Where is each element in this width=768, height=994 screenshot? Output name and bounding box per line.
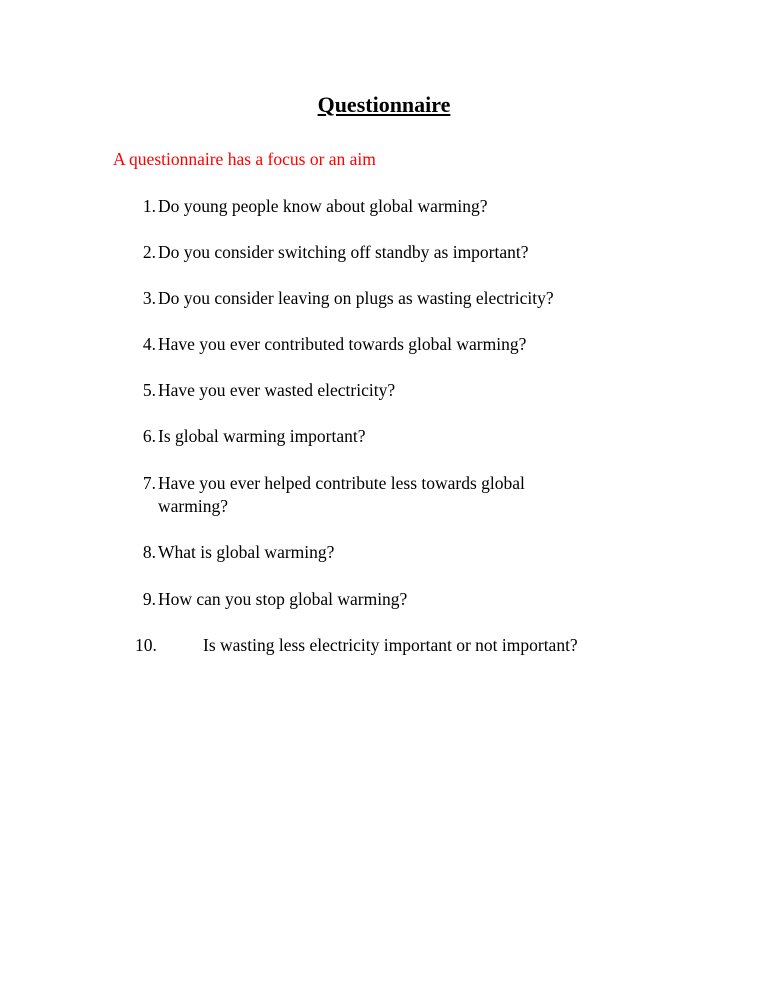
- question-number: 7.: [142, 473, 156, 493]
- question-number: 9.: [142, 589, 156, 609]
- question-text: Have you ever wasted electricity?: [158, 380, 396, 400]
- page-title: Questionnaire: [317, 92, 451, 117]
- question-number: 10.: [135, 635, 157, 655]
- question-item: [130, 634, 670, 657]
- question-text: Have you ever contributed towards global warming?: [158, 334, 527, 354]
- question-text: Do young people know about global warming?: [158, 196, 488, 216]
- question-number: 3.: [142, 288, 156, 308]
- question-number: 2.: [142, 242, 156, 262]
- question-item: [130, 472, 570, 518]
- question-number: 6.: [142, 426, 156, 446]
- question-number: 4.: [142, 334, 156, 354]
- question-item: [130, 241, 650, 264]
- question-item: [130, 195, 650, 218]
- question-text: Is global warming important?: [158, 426, 366, 446]
- question-text: Do you consider switching off standby as important?: [158, 242, 529, 262]
- question-number: 1.: [142, 196, 156, 216]
- question-text: How can you stop global warming?: [158, 589, 408, 609]
- question-text: Do you consider leaving on plugs as wasting electricity?: [158, 288, 554, 308]
- question-item: [130, 541, 650, 564]
- question-text: Is wasting less electricity important or not important?: [203, 635, 578, 655]
- question-number: 8.: [142, 542, 156, 562]
- question-item: [130, 379, 650, 402]
- question-number: 5.: [142, 380, 156, 400]
- subtitle: A questionnaire has a focus or an aim: [113, 149, 376, 169]
- question-item: [130, 333, 650, 356]
- question-text: What is global warming?: [158, 542, 335, 562]
- question-item: [130, 425, 650, 448]
- question-item: [130, 588, 650, 611]
- question-item: [130, 287, 650, 310]
- question-text: Have you ever helped contribute less towards global warming?: [158, 473, 525, 516]
